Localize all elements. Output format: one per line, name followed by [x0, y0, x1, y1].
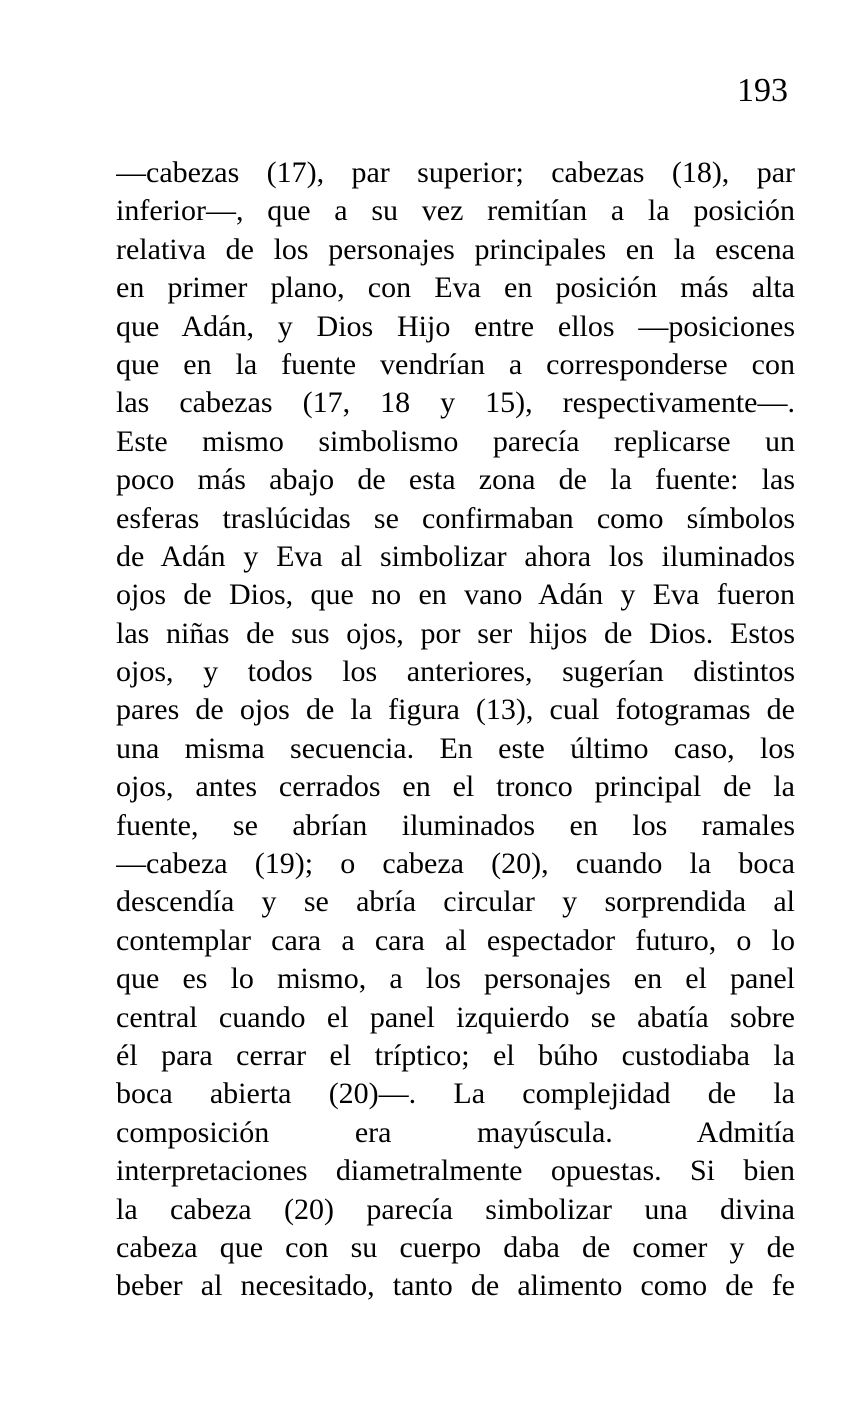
text-line: Este mismo simbolismo parecía replicarse un [116, 424, 795, 458]
text-line: beber al necesitado, tanto de alimento como de fe [116, 1269, 795, 1303]
text-line: las niñas de sus ojos, por ser hijos de Dios. Estos [116, 616, 795, 650]
body-text [116, 154, 795, 1306]
text-line: ojos, antes cerrados en el tronco principal de la [116, 770, 795, 804]
text-line: central cuando el panel izquierdo se abatía sobre [116, 1000, 795, 1034]
text-line: boca abierta (20)—. La complejidad de la [116, 1077, 795, 1111]
page-number: 193 [737, 72, 788, 109]
text-line: inferior—, que a su vez remitían a la posición [116, 194, 795, 228]
text-line: las cabezas (17, 18 y 15), respectivamente—. [116, 386, 795, 420]
text-line: él para cerrar el tríptico; el búho custodiaba la [116, 1038, 795, 1072]
text-line: la cabeza (20) parecía simbolizar una divina [116, 1192, 795, 1226]
text-line: composición era mayúscula. Admitía [116, 1115, 795, 1149]
text-line: interpretaciones diametralmente opuestas. Si bien [116, 1154, 795, 1188]
text-line: —cabezas (17), par superior; cabezas (18), par [116, 156, 795, 189]
text-line: en primer plano, con Eva en posición más alta [116, 271, 795, 305]
text-line: relativa de los personajes principales en la escena [116, 232, 795, 266]
text-line: ojos de Dios, que no en vano Adán y Eva fueron [116, 578, 795, 612]
text-line: cabeza que con su cuerpo daba de comer y de [116, 1230, 795, 1264]
text-line: de Adán y Eva al simbolizar ahora los iluminados [116, 539, 795, 573]
text-line: que en la fuente vendrían a corresponderse con [116, 347, 795, 381]
text-line: que es lo mismo, a los personajes en el panel [116, 962, 795, 996]
text-line: que Adán, y Dios Hijo entre ellos —posiciones [116, 309, 795, 343]
text-line: esferas traslúcidas se confirmaban como símbolos [116, 501, 795, 535]
text-line: descendía y se abría circular y sorprendida al [116, 885, 795, 919]
text-line: poco más abajo de esta zona de la fuente: las [116, 463, 795, 497]
text-line: una misma secuencia. En este último caso, los [116, 731, 795, 765]
text-line: pares de ojos de la figura (13), cual fotogramas de [116, 693, 795, 727]
text-line: —cabeza (19); o cabeza (20), cuando la boca [116, 847, 795, 881]
text-line: fuente, se abrían iluminados en los ramales [116, 808, 795, 842]
text-line: ojos, y todos los anteriores, sugerían distintos [116, 655, 795, 689]
text-line: contemplar cara a cara al espectador futuro, o lo [116, 923, 795, 957]
